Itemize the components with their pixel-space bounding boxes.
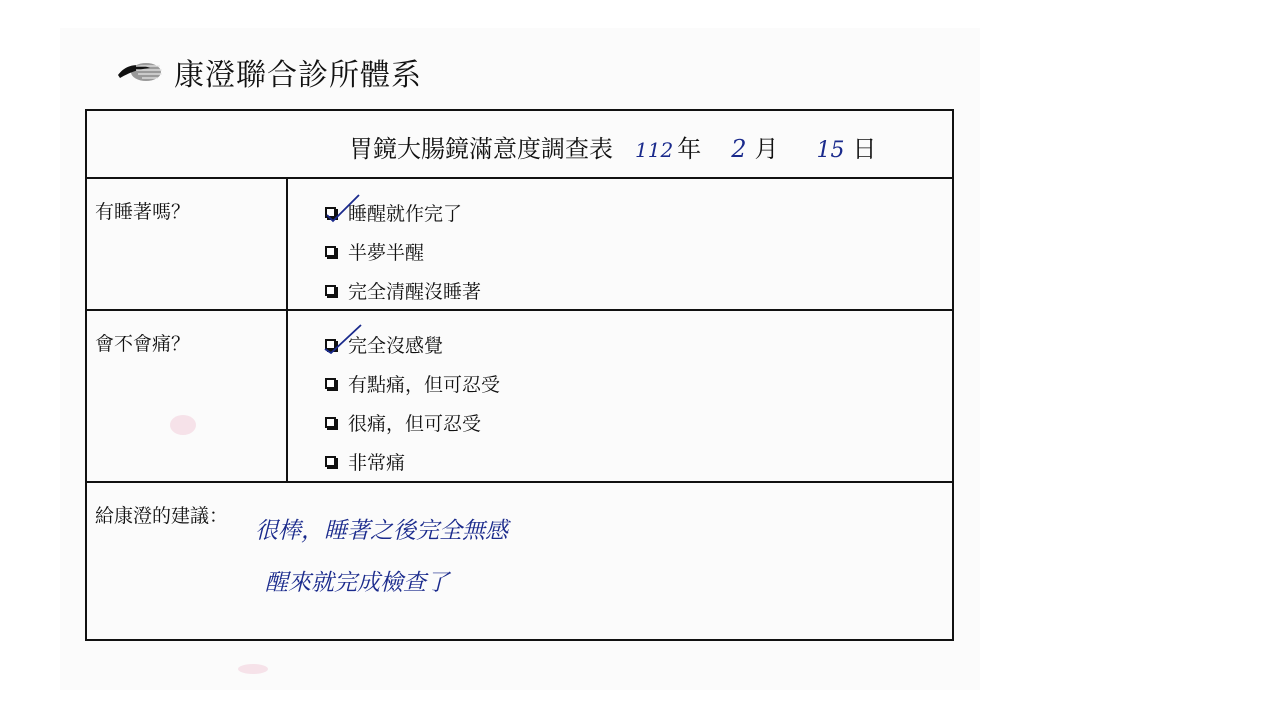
option-item[interactable] <box>325 232 481 271</box>
suggestion-line-2: 醒來就完成檢查了 <box>265 570 449 596</box>
option-label: 有點痛，但可忍受 <box>348 374 501 396</box>
checkbox[interactable] <box>325 417 336 428</box>
column-divider <box>286 311 288 481</box>
form-title-row <box>87 111 952 179</box>
survey-form <box>85 109 954 641</box>
question-label: 有睡著嗎？ <box>95 201 191 223</box>
option-label: 很痛，但可忍受 <box>348 413 482 435</box>
date-month-label: 月 <box>754 135 779 163</box>
checkbox[interactable] <box>325 456 336 467</box>
checkbox[interactable] <box>325 285 336 296</box>
question-row-pain <box>87 311 952 483</box>
option-item[interactable] <box>325 364 500 403</box>
pink-smudge <box>238 664 268 674</box>
option-list <box>325 193 481 310</box>
date-day-label: 日 <box>852 135 877 163</box>
column-divider <box>286 179 288 309</box>
option-label: 完全沒感覺 <box>348 335 444 357</box>
date-day-value: 15 <box>816 138 845 163</box>
option-item[interactable] <box>325 403 500 442</box>
form-title: 胃鏡大腸鏡滿意度調查表 <box>349 135 613 163</box>
option-label: 非常痛 <box>348 452 406 474</box>
date-year-label: 年 <box>677 135 702 163</box>
option-item[interactable] <box>325 325 500 364</box>
option-label: 完全清醒沒睡著 <box>348 281 482 303</box>
handwritten-check-icon <box>325 191 365 225</box>
suggestion-text <box>255 505 875 609</box>
clinic-logo-icon <box>116 60 164 84</box>
checkbox-checked[interactable] <box>325 339 336 350</box>
date-month-value: 2 <box>731 135 747 163</box>
org-name: 康澄聯合診所體系 <box>174 58 422 93</box>
handwritten-check-icon <box>325 323 365 357</box>
option-list <box>325 325 500 481</box>
option-label: 睡醒就作完了 <box>348 203 463 225</box>
option-item[interactable] <box>325 271 481 310</box>
checkbox[interactable] <box>325 246 336 257</box>
date-year-value: 112 <box>635 138 674 162</box>
option-label: 半夢半醒 <box>348 242 425 264</box>
option-item[interactable] <box>325 193 481 232</box>
suggestion-line-1: 很棒，睡著之後完全無感 <box>255 518 508 544</box>
form-title-line <box>349 129 876 164</box>
checkbox[interactable] <box>325 378 336 389</box>
checkbox-checked[interactable] <box>325 207 336 218</box>
question-label: 會不會痛？ <box>95 333 191 355</box>
suggestion-row <box>87 483 952 641</box>
option-item[interactable] <box>325 442 500 481</box>
org-header <box>116 52 422 92</box>
suggestion-label: 給康澄的建議： <box>95 505 229 527</box>
question-row-sleep <box>87 179 952 311</box>
